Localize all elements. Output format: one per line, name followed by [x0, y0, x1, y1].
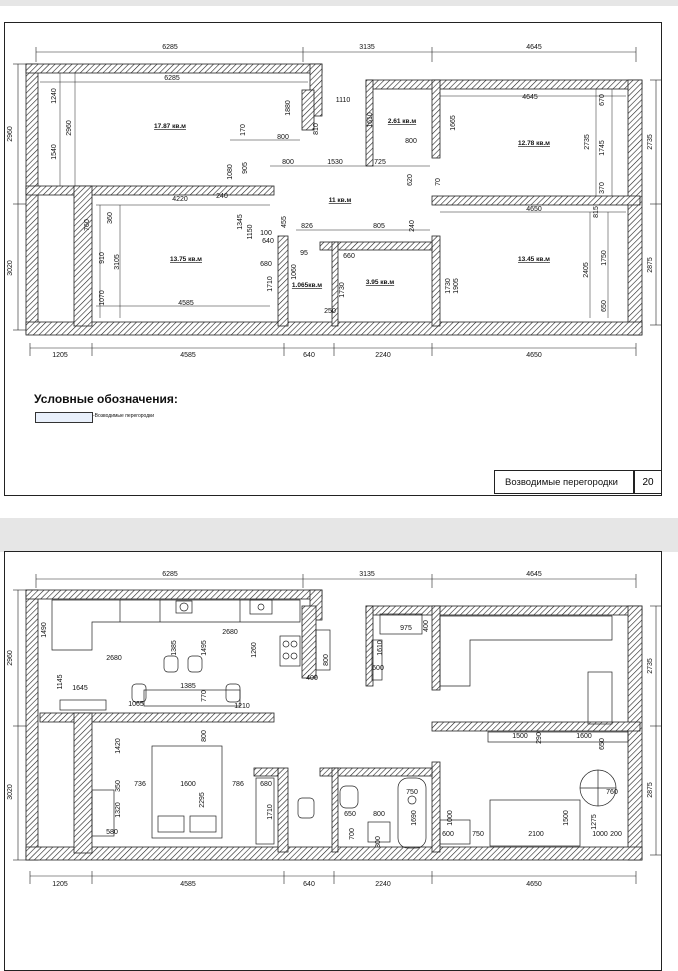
left-dim-1: 2960 [7, 650, 14, 666]
inner-dim-4: 1495 [201, 640, 208, 656]
inner-dim-30: 640 [262, 238, 274, 245]
inner-dim-25: 4220 [172, 196, 188, 203]
inner-dim-44: 2100 [528, 831, 544, 838]
inner-dim-31: 1320 [115, 802, 122, 818]
inner-dim-37: 650 [344, 811, 356, 818]
inner-dim-12: 770 [201, 690, 208, 702]
inner-dim-51: 1750 [601, 250, 608, 266]
inner-dim-45: 1275 [591, 814, 598, 830]
room-label-bedroom-2: 13.75 кв.м [170, 256, 202, 263]
inner-dim-44: 1710 [267, 276, 274, 292]
inner-dim-32: 826 [301, 223, 313, 230]
inner-dim-43: 680 [260, 261, 272, 268]
inner-dim-38: 800 [373, 811, 385, 818]
inner-dim-17: 905 [242, 162, 249, 174]
bottom-dim-2: 4585 [180, 352, 196, 359]
inner-dim-14: 370 [599, 182, 606, 194]
inner-dim-33: 805 [373, 223, 385, 230]
inner-dim-29: 100 [260, 230, 272, 237]
inner-dim-46: 660 [343, 253, 355, 260]
inner-dim-26: 736 [134, 781, 146, 788]
bottom-dim-5: 4650 [526, 881, 542, 888]
inner-dim-28: 786 [232, 781, 244, 788]
inner-dim-10: 4645 [522, 94, 538, 101]
titleblock-title: Возводимые перегородки [494, 470, 634, 494]
inner-dim-8: 2680 [106, 655, 122, 662]
inner-dim-42: 4585 [178, 300, 194, 307]
inner-dim-49: 1905 [453, 278, 460, 294]
inner-dim-11: 1385 [180, 683, 196, 690]
inner-dim-3: 1385 [171, 640, 178, 656]
left-dim-1: 2960 [7, 126, 14, 142]
top-dim-1: 6285 [162, 571, 178, 578]
inner-dim-53: 250 [324, 308, 336, 315]
inner-dim-5: 1880 [285, 100, 292, 116]
inner-dim-45: 95 [300, 250, 308, 257]
inner-dim-8: 1610 [367, 112, 374, 128]
inner-dim-4: 1540 [51, 144, 58, 160]
inner-dim-48: 760 [606, 789, 618, 796]
room-label-bedroom-3: 13.45 кв.м [518, 256, 550, 263]
room-label-hall: 11 кв.м [328, 197, 352, 204]
room-label-living: 17.87 кв.м [154, 123, 186, 130]
inner-dim-11: 670 [599, 94, 606, 106]
bottom-dim-1: 1205 [52, 352, 68, 359]
inner-dim-46: 1000 [592, 831, 608, 838]
top-dim-1: 6285 [162, 44, 178, 51]
left-dim-2: 3020 [7, 260, 14, 276]
inner-dim-50: 2405 [583, 262, 590, 278]
inner-dim-23: 620 [407, 174, 414, 186]
inner-dim-20: 290 [536, 732, 543, 744]
inner-dim-24: 1420 [115, 738, 122, 754]
inner-dim-1: 6285 [164, 75, 180, 82]
inner-dim-54: 1060 [291, 264, 298, 280]
top-dim-2: 3135 [359, 44, 375, 51]
inner-dim-32: 580 [106, 829, 118, 836]
inner-dim-36: 1000 [447, 810, 454, 826]
legend-title: Условные обозначения: [34, 392, 178, 406]
inner-dim-37: 760 [84, 219, 91, 231]
room-label-storage: 2.61 кв.м [387, 118, 417, 125]
inner-dim-42: 600 [442, 831, 454, 838]
inner-dim-47: 1730 [339, 282, 346, 298]
inner-dim-27: 1345 [237, 214, 244, 230]
inner-dim-28: 1150 [247, 224, 254, 240]
inner-dim-16: 400 [423, 620, 430, 632]
inner-dim-2: 1240 [51, 88, 58, 104]
inner-dim-33: 1710 [267, 804, 274, 820]
inner-dim-21: 725 [374, 159, 386, 166]
inner-dim-40: 3105 [114, 254, 121, 270]
right-dim-1: 2735 [647, 134, 654, 150]
inner-dim-35: 1690 [411, 810, 418, 826]
inner-dim-6: 800 [323, 654, 330, 666]
inner-dim-40: 300 [375, 836, 382, 848]
inner-dim-7: 1110 [335, 97, 351, 104]
bottom-dim-3: 640 [303, 352, 315, 359]
inner-dim-38: 360 [107, 212, 114, 224]
inner-dim-13: 1065 [128, 701, 144, 708]
top-dim-3: 4645 [526, 571, 542, 578]
inner-dim-24: 70 [435, 178, 442, 186]
inner-dim-16: 800 [277, 134, 289, 141]
plan-furniture [7, 571, 662, 888]
bottom-dim-3: 640 [303, 881, 315, 888]
inner-dim-15: 170 [240, 124, 247, 136]
inner-dim-20: 1530 [327, 159, 343, 166]
inner-dim-18: 600 [372, 665, 384, 672]
top-dim-3: 4645 [526, 44, 542, 51]
inner-dim-19: 800 [282, 159, 294, 166]
inner-dim-22: 800 [405, 138, 417, 145]
bottom-dim-1: 1205 [52, 881, 68, 888]
legend-partition-label: -Возводимые перегородки [93, 413, 155, 419]
bottom-dim-2: 4585 [180, 881, 196, 888]
titleblock-page-number: 20 [634, 470, 662, 494]
top-dim-2: 3135 [359, 571, 375, 578]
room-label-bath: 3.95 кв.м [365, 279, 395, 286]
inner-dim-7: 400 [306, 675, 318, 682]
inner-dim-13: 1745 [599, 140, 606, 156]
bottom-dim-4: 2240 [375, 881, 391, 888]
bottom-dim-5: 4650 [526, 352, 542, 359]
inner-dim-39: 910 [99, 252, 106, 264]
inner-dim-5: 1260 [251, 642, 258, 658]
inner-dim-26: 240 [216, 193, 228, 200]
inner-dim-48: 1730 [445, 278, 452, 294]
right-dim-2: 2875 [647, 782, 654, 798]
inner-dim-23: 800 [201, 730, 208, 742]
inner-dim-17: 1610 [377, 640, 384, 656]
inner-dim-34: 240 [409, 220, 416, 232]
inner-dim-19: 1500 [512, 733, 528, 740]
legend-partition-swatch [35, 412, 93, 423]
inner-dim-3: 2960 [66, 120, 73, 136]
inner-dim-9: 1665 [450, 115, 457, 131]
inner-dim-47: 200 [610, 831, 622, 838]
inner-dim-29: 680 [260, 781, 272, 788]
inner-dim-2: 2680 [222, 629, 238, 636]
bottom-dim-4: 2240 [375, 352, 391, 359]
inner-dim-6: 810 [313, 123, 320, 135]
inner-dim-14: 1210 [234, 703, 250, 710]
inner-dim-21: 1600 [576, 733, 592, 740]
inner-dim-18: 1080 [227, 164, 234, 180]
inner-dim-39: 700 [349, 828, 356, 840]
inner-dim-34: 750 [406, 789, 418, 796]
inner-dim-9: 1145 [57, 674, 64, 690]
inner-dim-25: 350 [115, 780, 122, 792]
inner-dim-35: 4650 [526, 206, 542, 213]
inner-dim-15: 975 [400, 625, 412, 632]
inner-dim-12: 2735 [584, 134, 591, 150]
left-dim-2: 3020 [7, 784, 14, 800]
inner-dim-52: 650 [601, 300, 608, 312]
inner-dim-22: 650 [599, 738, 606, 750]
inner-dim-30: 2295 [199, 792, 206, 808]
inner-dim-10: 1645 [72, 685, 88, 692]
inner-dim-36: 815 [593, 206, 600, 218]
plan-partitions [7, 44, 662, 359]
room-label-bedroom-1: 12.78 кв.м [518, 140, 550, 147]
inner-dim-1: 1490 [41, 622, 48, 638]
inner-dim-31: 455 [281, 216, 288, 228]
right-dim-2: 2875 [647, 257, 654, 273]
inner-dim-41: 1500 [563, 810, 570, 826]
inner-dim-27: 1600 [180, 781, 196, 788]
inner-dim-41: 1070 [99, 290, 106, 306]
room-label-wc: 1.065кв.м [291, 282, 323, 289]
right-dim-1: 2735 [647, 658, 654, 674]
inner-dim-43: 750 [472, 831, 484, 838]
